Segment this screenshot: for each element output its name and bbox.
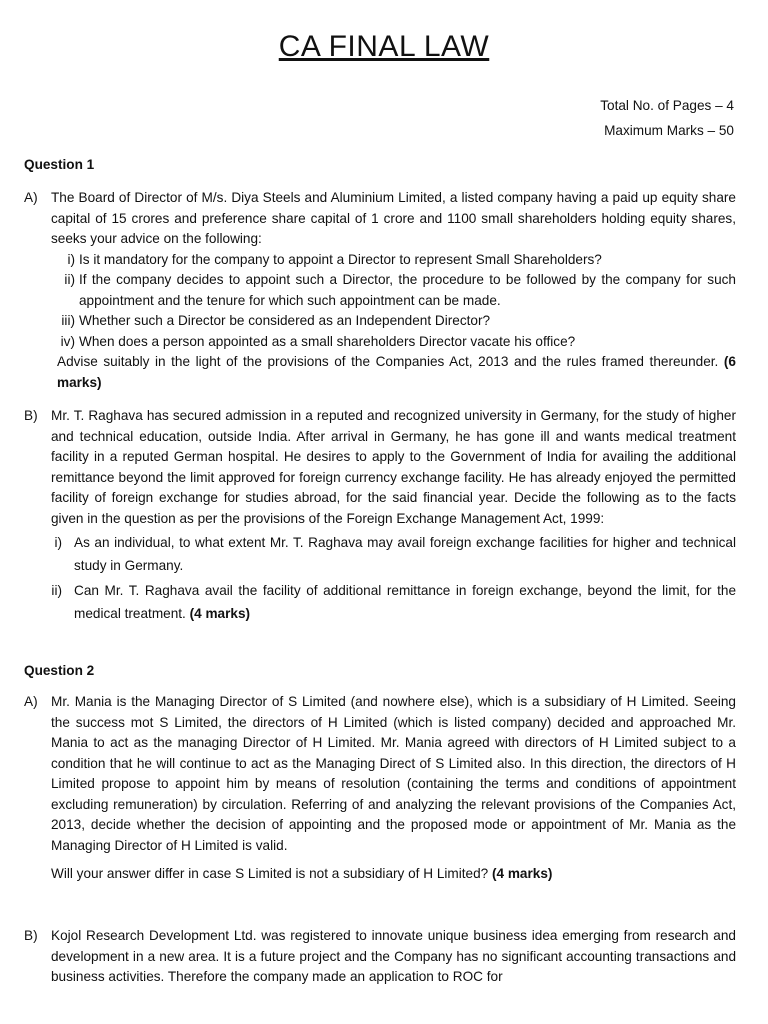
advise-text: Advise suitably in the light of the provisions of the Companies Act, 2013 and the rules framed thereunder. xyxy=(57,354,719,369)
item-number: iii) xyxy=(61,313,75,328)
exam-meta xyxy=(600,93,734,143)
question-1b-item xyxy=(24,579,736,625)
question-2b-body: Kojol Research Development Ltd. was registered to innovate unique business idea emerging from research and development in a new area. It is a future project and the Company has no significant accounting transactions and business activities. Therefore the company made an application to ROC for xyxy=(51,928,736,984)
item-number: ii) xyxy=(51,583,62,598)
item-number: iv) xyxy=(60,333,75,349)
marks-label: (4 marks) xyxy=(189,606,251,621)
question-1a-item xyxy=(24,332,736,353)
marks-label: (6 marks) xyxy=(57,354,736,390)
question-2b xyxy=(24,926,736,988)
question-2a xyxy=(24,692,736,885)
maximum-marks: Maximum Marks – 50 xyxy=(604,123,734,138)
item-number: i) xyxy=(67,251,75,267)
item-text: If the company decides to appoint such a Director, the procedure to be followed by the company for such appointment and the tenure for which such appointment can be made. xyxy=(79,272,736,308)
question-2a-label: A) xyxy=(24,694,38,709)
question-1a-item xyxy=(24,311,736,332)
item-text: Whether such a Director be considered as an Independent Director? xyxy=(79,313,491,328)
question-1a-item xyxy=(24,250,736,271)
question-1a-label: A) xyxy=(24,190,38,205)
question-2a-followup xyxy=(51,864,736,885)
item-text: Is it mandatory for the company to appoint a Director to represent Small Shareholders? xyxy=(79,251,602,267)
question-1a-advise xyxy=(57,352,736,393)
question-1b-intro: Mr. T. Raghava has secured admission in a reputed and recognized university in Germany, for the study of higher and technical education, outside India. After arrival in Germany, he has gone ill and wants medical treatment facility in a reputed German hospital. He desires to apply to the Government of India for availing the additional remittance beyond the limit approved for foreign currency exchange facility. He has already enjoyed the permitted facility of foreign exchange for studies abroad, for the said financial year. Decide the following as to the facts given in the question as per the provisions of the Foreign Exchange Management Act, 1999: xyxy=(51,408,736,526)
marks-label: (4 marks) xyxy=(491,866,553,881)
question-1b-label: B) xyxy=(24,408,38,423)
page-title: CA FINAL LAW xyxy=(278,30,490,63)
item-text: Can Mr. T. Raghava avail the facility of additional remittance in foreign exchange, beyond the limit, for the medical treatment. xyxy=(74,583,736,621)
question-1-heading: Question 1 xyxy=(24,157,95,172)
item-number: ii) xyxy=(64,272,75,287)
item-text: When does a person appointed as a small shareholders Director vacate his office? xyxy=(79,333,576,349)
followup-text: Will your answer differ in case S Limited is not a subsidiary of H Limited? xyxy=(51,866,489,881)
question-2a-body: Mr. Mania is the Managing Director of S Limited (and nowhere else), which is a subsidiary of H Limited. Seeing the success mot S Limited, the directors of H Limited (which is listed company) decided and approached Mr. Mania to act as the managing Director of H Limited. Mr. Mania agreed with directors of H Limited subject to a condition that he will continue to act as the Managing Direct of S Limited also. In this direction, the directors of H Limited propose to appoint him by means of resolution (containing the terms and conditions of appointment excluding remuneration) by circulation. Referring of and analyzing the relevant provisions of the Companies Act, 2013, decide whether the decision of appointing and the proposed mode or appointment of Mr. Mania as the Managing Director of H Limited is valid. xyxy=(51,694,736,853)
total-pages: Total No. of Pages – 4 xyxy=(600,98,734,113)
question-1b-item xyxy=(24,531,736,577)
question-2-heading: Question 2 xyxy=(24,663,95,678)
question-1a xyxy=(24,188,736,393)
question-1a-item xyxy=(24,270,736,311)
item-number: i) xyxy=(54,535,62,550)
question-1b xyxy=(24,406,736,625)
item-text: As an individual, to what extent Mr. T. Raghava may avail foreign exchange facilities for higher and technical study in Germany. xyxy=(74,535,736,573)
question-2b-label: B) xyxy=(24,928,38,943)
question-1a-intro: The Board of Director of M/s. Diya Steels and Aluminium Limited, a listed company having a paid up equity share capital of 15 crores and preference share capital of 1 crore and 1100 small shareholders holding equity shares, seeks your advice on the following: xyxy=(51,190,736,246)
